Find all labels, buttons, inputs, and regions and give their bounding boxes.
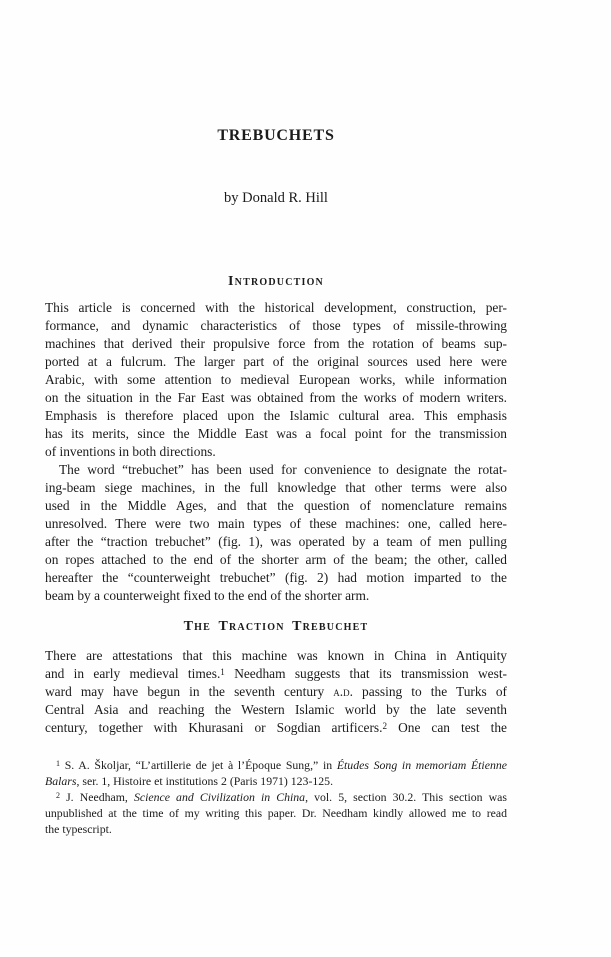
text-line <box>45 805 507 821</box>
text-line <box>45 757 507 773</box>
text-segment: Emphasis is therefore placed upon the Islamic cultural area. This emphasis <box>45 408 507 423</box>
text-segment: There are attestations that this machine was known in China in Antiquity <box>45 648 507 663</box>
footnote-marker: 1 <box>56 758 61 768</box>
text-segment: of inventions in both directions. <box>45 444 216 459</box>
text-line <box>45 299 507 317</box>
text-segment: The word “trebuchet” has been used for convenience to designate the rotat- <box>59 462 507 477</box>
text-segment: century, together with Khurasani or Sogdian artificers. <box>45 720 383 735</box>
text-line <box>45 443 507 461</box>
text-line <box>45 587 507 605</box>
text-line <box>45 719 507 737</box>
text-segment: Needham suggests that its transmission west- <box>224 666 507 681</box>
text-segment: passing to the Turks of <box>352 684 507 699</box>
text-line <box>45 665 507 683</box>
text-segment: ported at a fulcrum. The larger part of the original sources used here were <box>45 354 507 369</box>
text-line <box>45 479 507 497</box>
text-line <box>45 533 507 551</box>
text-line <box>45 335 507 353</box>
text-segment: hereafter the “counterweight trebuchet” (fig. 2) had motion imparted to the <box>45 570 507 585</box>
text-line <box>45 371 507 389</box>
text-segment: Arabic, with some attention to medieval European works, while information <box>45 372 507 387</box>
text-line <box>45 821 507 837</box>
text-line <box>45 551 507 569</box>
footnote-marker: 1 <box>220 666 225 677</box>
footnotes-block <box>45 757 507 837</box>
text-segment: formance, and dynamic characteristics of those types of missile-throwing <box>45 318 507 333</box>
text-segment: Science and Civilization in China <box>133 790 306 804</box>
text-line <box>45 683 507 701</box>
article-title: TREBUCHETS <box>217 127 335 144</box>
text-line <box>45 317 507 335</box>
text-segment: unpublished at the time of my writing this paper. Dr. Needham kindly allowed me to read <box>45 806 507 820</box>
text-line <box>45 773 507 789</box>
text-line <box>45 425 507 443</box>
text-segment: on the situation in the Far East was obtained from the works of modern writers. <box>45 390 507 405</box>
section-heading: Introduction <box>228 274 324 289</box>
text-line <box>45 647 507 665</box>
text-segment: after the “traction trebuchet” (fig. 1), was operated by a team of men pulling <box>45 534 507 549</box>
text-segment: S. A. Školjar, “L’artillerie de jet à l’Époque Sung,” in <box>60 758 337 772</box>
text-segment: a.d. <box>333 684 353 699</box>
text-segment: , vol. 5, section 30.2. This section was <box>305 790 507 804</box>
text-segment: This article is concerned with the historical development, construction, per- <box>45 300 507 315</box>
text-segment: unresolved. There were two main types of these machines: one, called here- <box>45 516 507 531</box>
text-line <box>45 497 507 515</box>
text-segment: One can test the <box>387 720 507 735</box>
text-segment: machines that derived their propulsive force from the rotation of beams sup- <box>45 336 507 351</box>
text-segment: ward may have begun in the seventh century <box>45 684 334 699</box>
text-segment: the typescript. <box>45 822 112 836</box>
text-line <box>45 461 507 479</box>
text-line <box>45 389 507 407</box>
text-line <box>45 407 507 425</box>
text-segment: Études Song in memoriam Étienne <box>336 758 507 772</box>
article-byline: by Donald R. Hill <box>224 190 328 206</box>
text-segment: and in early medieval times. <box>45 666 221 681</box>
article-body <box>45 273 507 737</box>
text-segment: on ropes attached to the end of the shorter arm of the beam; the other, called <box>45 552 507 567</box>
text-line <box>45 701 507 719</box>
text-line <box>45 353 507 371</box>
text-segment: has its merits, since the Middle East was a focal point for the transmission <box>45 426 507 441</box>
text-segment: Balars <box>45 774 77 788</box>
text-segment: Central Asia and reaching the Western Islamic world by the late seventh <box>45 702 507 717</box>
footnote-marker: 2 <box>56 790 61 800</box>
section-heading: The Traction Trebuchet <box>183 619 369 634</box>
text-segment: , ser. 1, Histoire et institutions 2 (Paris 1971) 123-125. <box>76 774 334 788</box>
text-line <box>45 569 507 587</box>
footnote-marker: 2 <box>382 720 388 731</box>
text-segment: beam by a counterweight fixed to the end of the shorter arm. <box>45 588 370 603</box>
text-line <box>45 515 507 533</box>
text-segment: used in the Middle Ages, and that the question of nomenclature remains <box>45 498 507 513</box>
text-line <box>45 789 507 805</box>
text-segment: ing-beam siege machines, in the full knowledge that other terms were also <box>45 480 507 495</box>
text-segment: J. Needham, <box>60 790 134 804</box>
